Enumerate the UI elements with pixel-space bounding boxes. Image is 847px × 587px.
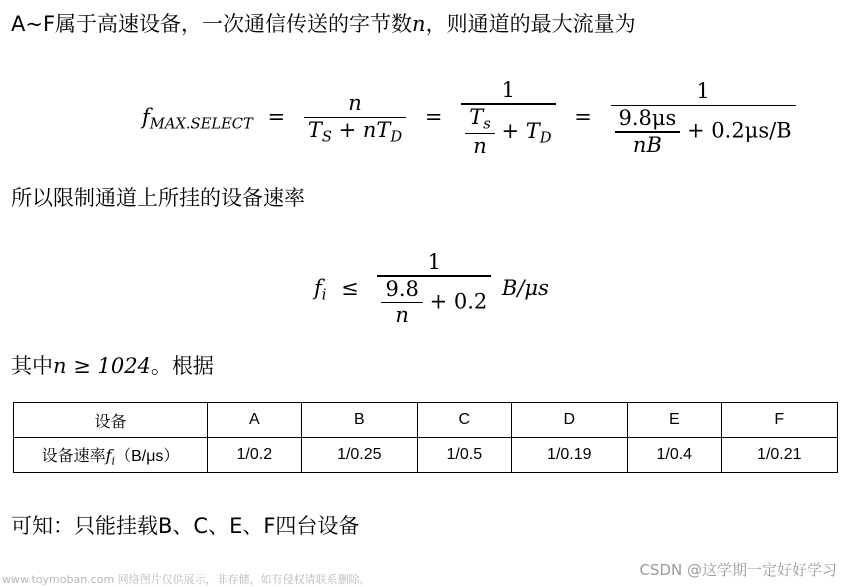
max-flow-formula [142,78,800,159]
formula2-rel: ≤ [341,275,359,300]
condition-text: 其中n ≥ 1024。根据 [11,354,214,378]
device-rate-table [13,402,838,473]
formula1-frac2: 1 $\frac{T_s}{n}$ + $T_D$ [461,78,555,159]
formula1-eq2: = [424,105,443,130]
formula1-eq3: = [574,105,592,130]
table-cell: 1/0.4 [627,438,721,473]
formula1-frac3: 1 $\frac{9.8\mu s}{nB}$ + 0.2μs/B [611,79,796,158]
table-header-cell: F [721,403,837,438]
device-rate-text: 所以限制通道上所挂的设备速率 [11,186,305,210]
table-row-label: 设备速率$f_i(B/\mu s)$ [14,438,208,473]
table-header-cell: 设备 [14,403,208,438]
table-row [14,438,838,473]
formula2-frac: 1 $\frac{9.8}{n}$ + 0.2 [377,250,491,329]
table-header-cell: A [208,403,302,438]
intro-var: n [412,12,426,36]
intro-suffix: ，则通道的最大流量为 [425,12,636,36]
watermark-left: www.toymoban.com 网络图片仅供展示，非存储，如有侵权请联系删除。 [2,573,371,586]
conclusion-text: 可知：只能挂载B、C、E、F四台设备 [11,514,360,538]
table-cell: 1/0.5 [417,438,511,473]
table-header-cell: C [417,403,511,438]
formula1-lhs: $f_{MAX.SELECT}$ [142,105,253,133]
formula1-eq1: = [267,105,286,130]
formula1-frac1: $\frac{n}{T_S + nT_D}$ [304,91,406,146]
table-cell: 1/0.2 [208,438,302,473]
table-header-row [14,403,838,438]
intro-prefix: A~F属于高速设备，一次通信传送的字节数 [11,12,413,36]
table-cell: 1/0.25 [301,438,417,473]
intro-text [11,8,636,38]
table-cell: 1/0.21 [721,438,837,473]
watermark-right: CSDN @这学期一定好好学习 [639,561,837,579]
table-header-cell: E [627,403,721,438]
formula2-unit: B/μs [501,275,549,300]
table-cell: 1/0.19 [511,438,627,473]
table-header-cell: D [511,403,627,438]
formula2-lhs: $f_i$ [314,275,327,304]
device-rate-formula [314,250,549,329]
table-header-cell: B [301,403,417,438]
